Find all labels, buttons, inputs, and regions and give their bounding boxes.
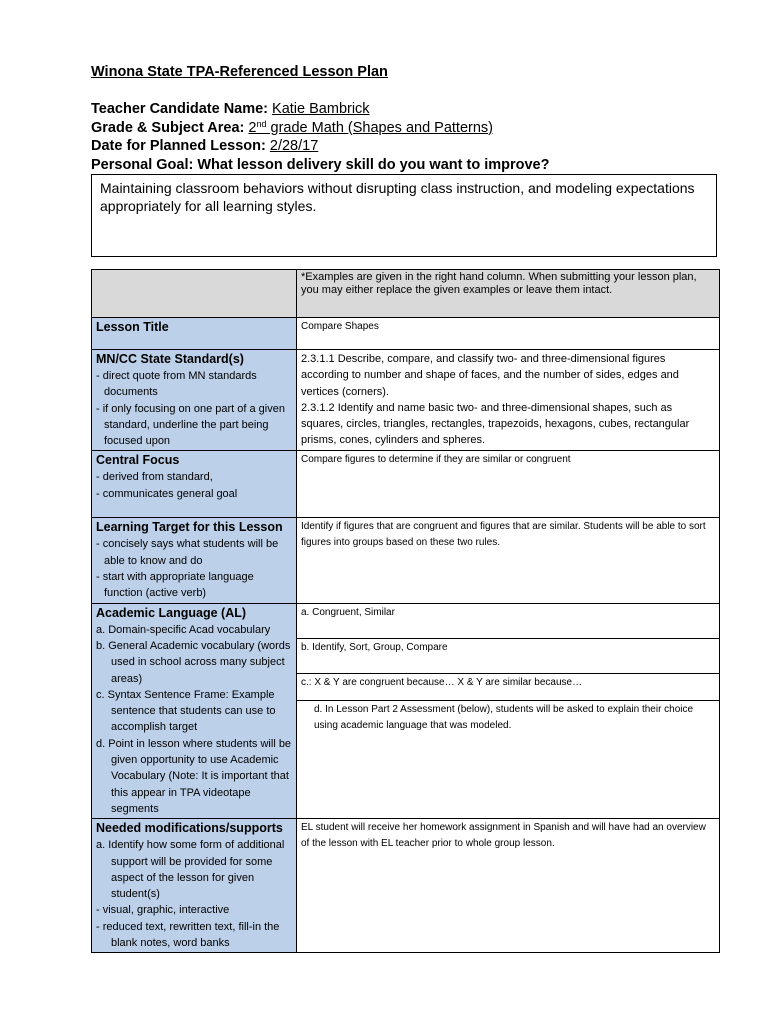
modifications-value: EL student will receive her homework assignment in Spanish and will have had an overview of the lesson with EL teacher prior to whole group lesson. — [297, 819, 720, 953]
academic-language-note-d: d. Point in lesson where students will be given opportunity to use Academic Vocabulary (Note: It is important that this appear in TPA videotape segments — [96, 737, 292, 815]
date-label: Date for Planned Lesson: — [91, 138, 266, 154]
central-focus-note-1: - derived from standard, — [96, 471, 213, 484]
grade-ordinal: nd — [256, 118, 267, 129]
academic-language-row-a — [92, 603, 720, 638]
header-row — [92, 270, 720, 318]
standards-note-1: - direct quote from MN standards documents — [96, 370, 257, 399]
learning-target-note-1: - concisely says what students will be able to know and do — [96, 538, 279, 567]
learning-target-note-2: - start with appropriate language function (active verb) — [96, 571, 254, 600]
academic-language-label-cell — [92, 603, 297, 819]
academic-language-value-b: b. Identify, Sort, Group, Compare — [297, 638, 720, 673]
personal-goal-label: Personal Goal: What lesson delivery skill do you want to improve? — [91, 156, 550, 173]
standards-row — [92, 350, 720, 451]
header-left-cell — [92, 270, 297, 318]
grade-line — [91, 119, 549, 138]
learning-target-label-cell — [92, 518, 297, 603]
teacher-line — [91, 100, 549, 119]
modifications-label: Needed modifications/supports — [96, 821, 283, 836]
modifications-note-2: - visual, graphic, interactive — [96, 904, 230, 917]
teacher-name: Katie Bambrick — [272, 101, 370, 117]
academic-language-note-b: b. General Academic vocabulary (words used in school across many subject areas) — [96, 639, 291, 685]
personal-goal-box: Maintaining classroom behaviors without disrupting class instruction, and modeling expectations appropriately for all learning styles. — [91, 174, 717, 257]
lesson-title-value: Compare Shapes — [297, 318, 720, 350]
lesson-title-label-cell — [92, 318, 297, 350]
standards-value-cell — [297, 350, 720, 451]
academic-language-value-d-cell — [297, 700, 720, 819]
grade-label: Grade & Subject Area: — [91, 119, 245, 136]
modifications-row — [92, 819, 720, 953]
standard-2-3-1-1: 2.3.1.1 Describe, compare, and classify two- and three-dimensional figures according to number and shape of faces, and the number of sides, edges and vertices (corners). — [301, 353, 679, 398]
central-focus-label: Central Focus — [96, 453, 180, 468]
academic-language-value-d: d. In Lesson Part 2 Assessment (below), students will be asked to explain their choice using academic language that was modeled. — [314, 703, 694, 731]
central-focus-value: Compare figures to determine if they are similar or congruent — [297, 451, 720, 518]
standards-note-2: - if only focusing on one part of a given standard, underline the part being focused upon — [96, 402, 285, 448]
academic-language-value-c: c.: X & Y are congruent because… X & Y are similar because… — [297, 673, 720, 700]
grade-subject: grade Math (Shapes and Patterns) — [266, 119, 493, 136]
modifications-note-3: - reduced text, rewritten text, fill-in the blank notes, word banks — [96, 920, 280, 950]
date-line — [91, 137, 549, 156]
academic-language-note-a: a. Domain-specific Acad vocabulary — [96, 623, 271, 636]
learning-target-row — [92, 518, 720, 603]
lesson-meta — [91, 100, 549, 174]
grade-number: 2 — [248, 119, 257, 136]
examples-note: *Examples are given in the right hand column. When submitting your lesson plan, you may either replace the given examples or leave them intact. — [297, 270, 720, 318]
learning-target-value: Identify if figures that are congruent and figures that are similar. Students will be able to sort figures into groups based on these two rules. — [297, 518, 720, 603]
standards-label-cell — [92, 350, 297, 451]
academic-language-note-c: c. Syntax Sentence Frame: Example sentence that students can use to accomplish target — [96, 688, 276, 734]
learning-target-label: Learning Target for this Lesson — [96, 520, 283, 535]
central-focus-label-cell — [92, 451, 297, 518]
lesson-title-row — [92, 318, 720, 350]
modifications-note-a: a. Identify how some form of additional support will be provided for some aspect of the lesson for given student(s) — [96, 839, 285, 901]
modifications-label-cell — [92, 819, 297, 953]
standard-2-3-1-2: 2.3.1.2 Identify and name basic two- and three-dimensional shapes, such as squares, circles, triangles, rectangles, trapezoids, hexagons, cubes, rectangular prisms, cones, cylinders and spheres. — [301, 401, 690, 447]
document-title: Winona State TPA-Referenced Lesson Plan — [91, 64, 388, 80]
central-focus-row — [92, 451, 720, 518]
lesson-plan-table — [91, 269, 720, 953]
lesson-title-label: Lesson Title — [96, 320, 169, 334]
lesson-date: 2/28/17 — [269, 138, 319, 154]
standards-label: MN/CC State Standard(s) — [96, 352, 244, 366]
teacher-label: Teacher Candidate Name: — [91, 101, 269, 117]
academic-language-label: Academic Language (AL) — [96, 605, 247, 620]
academic-language-value-a: a. Congruent, Similar — [297, 603, 720, 638]
grade-value — [248, 120, 493, 136]
central-focus-note-2: - communicates general goal — [96, 487, 238, 500]
